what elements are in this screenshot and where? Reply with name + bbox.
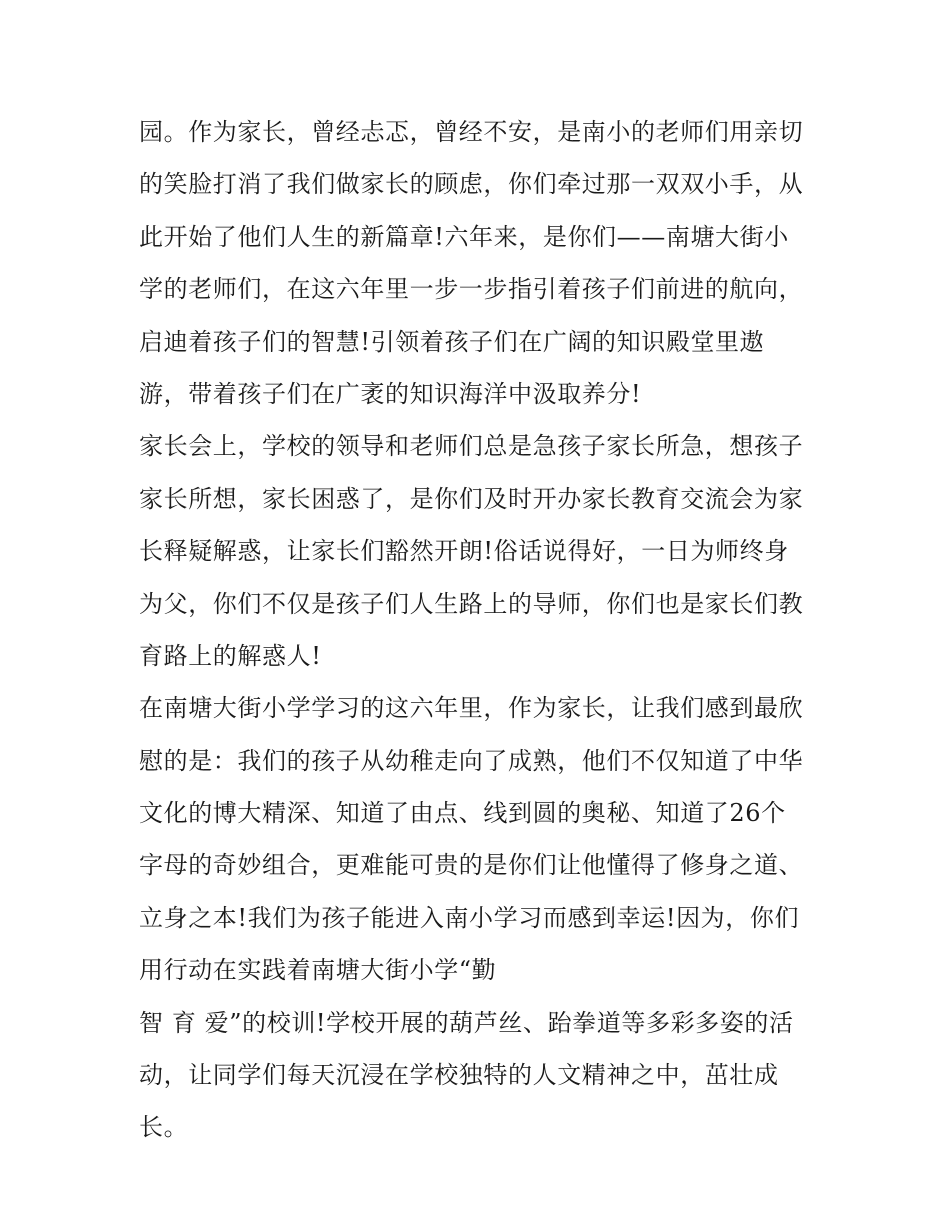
text-line: 家长所想，家长困惑了，是你们及时开办家长教育交流会为家 [139, 484, 804, 513]
text-line: 的笑脸打消了我们做家长的顾虑，你们牵过那一双双小手，从 [139, 170, 804, 199]
text-line: 启迪着孩子们的智慧!引领着孩子们在广阔的知识殿堂里遨 [139, 327, 765, 356]
text-line: 用行动在实践着南塘大街小学“勤 [139, 956, 497, 985]
text-line: 慰的是：我们的孩子从幼稚走向了成熟，他们不仅知道了中华 [139, 746, 804, 775]
text-line: 动，让同学们每天沉浸在学校独特的人文精神之中，茁壮成 [139, 1061, 779, 1090]
text-line: 游，带着孩子们在广袤的知识海洋中汲取养分! [139, 379, 642, 408]
text-line: 此开始了他们人生的新篇章!六年来，是你们——南塘大街小 [139, 222, 789, 251]
text-line: 字母的奇妙组合，更难能可贵的是你们让他懂得了修身之道、 [139, 851, 804, 880]
text-line: 立身之本!我们为孩子能进入南小学习而感到幸运!因为，你们 [139, 903, 800, 932]
text-line: 智 育 爱”的校训!学校开展的葫芦丝、跆拳道等多彩多姿的活 [139, 1008, 794, 1037]
text-line: 长。 [139, 1113, 189, 1142]
text-line: 学的老师们，在这六年里一步一步指引着孩子们前进的航向， [139, 275, 804, 304]
body-text [139, 106, 819, 1154]
text-line: 育路上的解惑人! [139, 641, 322, 670]
text-line: 文化的博大精深、知道了由点、线到圆的奥秘、知道了26个 [139, 799, 786, 828]
text-line: 长释疑解惑，让家长们豁然开朗!俗话说得好，一日为师终身 [139, 537, 789, 566]
text-line: 园。作为家长，曾经忐忑，曾经不安，是南小的老师们用亲切 [139, 118, 804, 146]
text-line: 家长会上，学校的领导和老师们总是急孩子家长所急，想孩子 [139, 432, 804, 461]
text-line: 为父，你们不仅是孩子们人生路上的导师，你们也是家长们教 [139, 589, 804, 618]
text-line: 在南塘大街小学学习的这六年里，作为家长，让我们感到最欣 [139, 694, 804, 723]
